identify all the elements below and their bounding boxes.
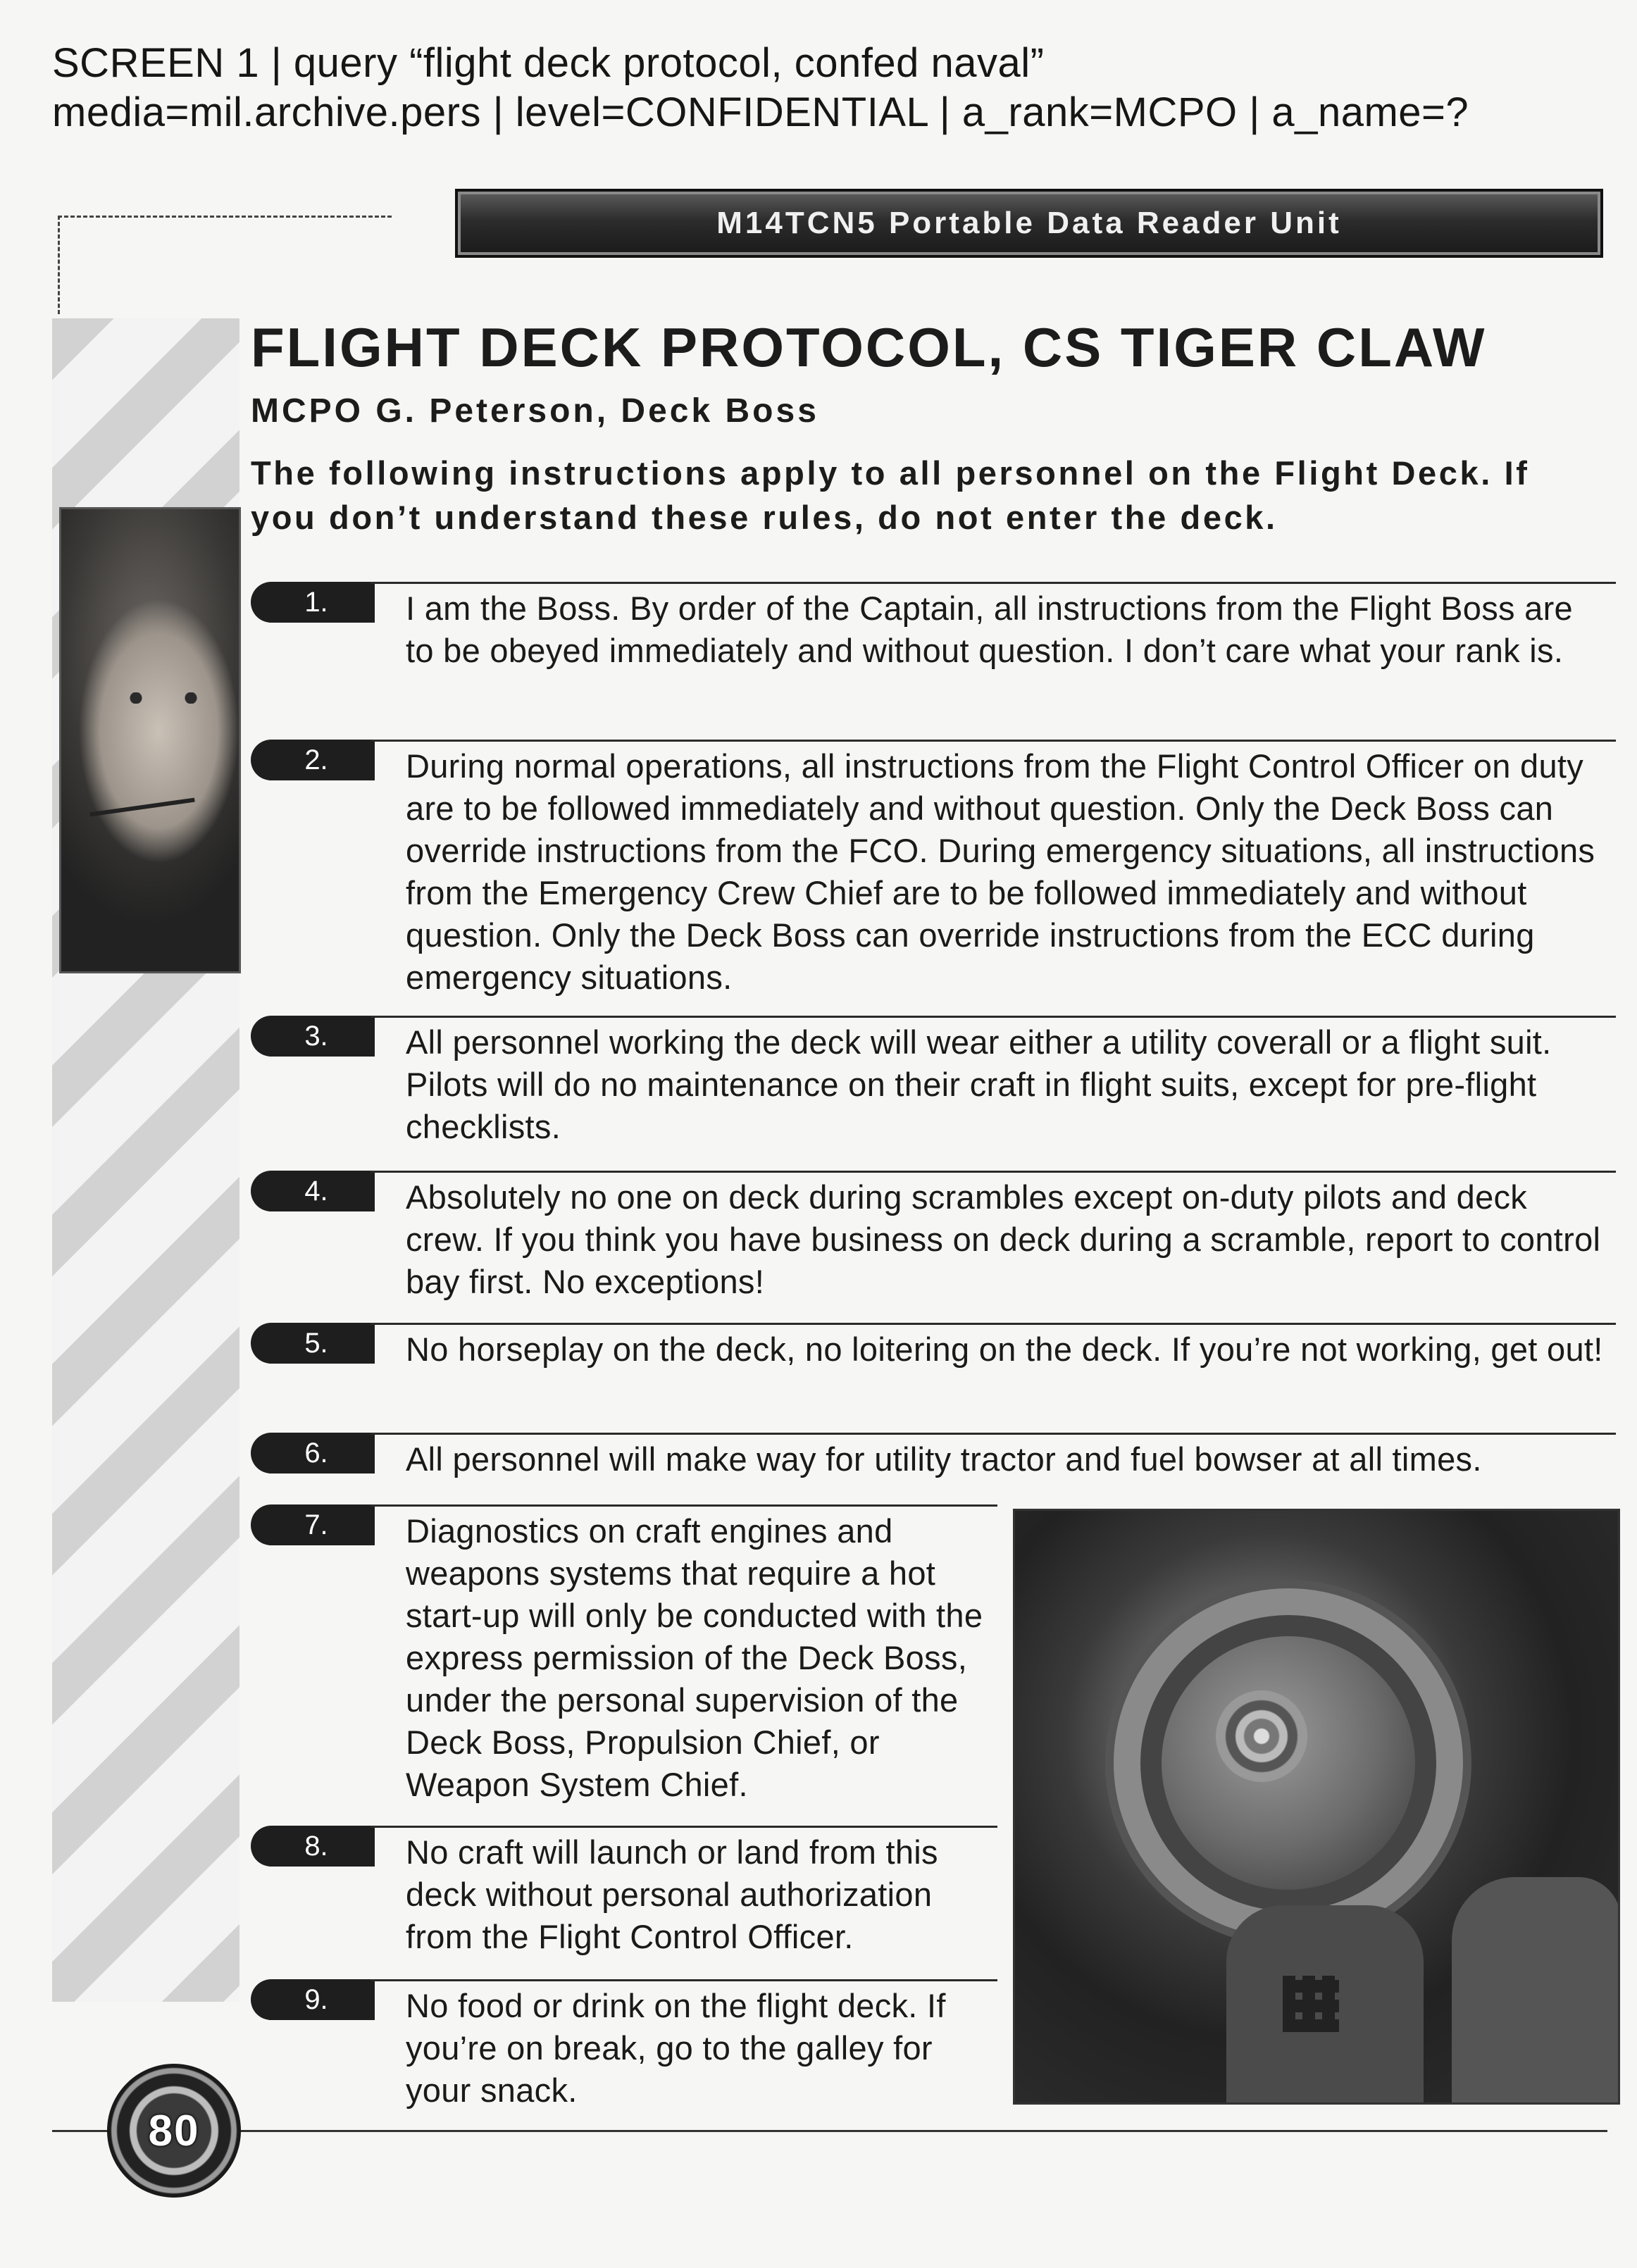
rule-text: During normal operations, all instructions from the Flight Control Officer on duty are to be followed immediately and without question. Only the Deck Boss can override instructions from the FCO. During emergency situations, all instructions from the Emergency Crew Chief are to be followed immediately and without question. Only the Deck Boss can override instructions from the ECC during emergency situations. <box>406 747 1595 996</box>
rule-text: Absolutely no one on deck during scrambles except on-duty pilots and deck crew. If you think you have business on deck during a scramble, report to control bay first. No exceptions! <box>406 1178 1601 1300</box>
rule-divider <box>371 1504 997 1507</box>
rule-text: All personnel will make way for utility tractor and fuel bowser at all times. <box>406 1440 1482 1478</box>
page-number-badge <box>107 2064 241 2198</box>
rule-number-badge: 9. <box>251 1979 375 2020</box>
rule-text: No food or drink on the flight deck. If you’re on break, go to the galley for your snack. <box>406 1987 946 2109</box>
device-title: M14TCN5 Portable Data Reader Unit <box>716 206 1342 240</box>
rule-number-badge: 5. <box>251 1323 375 1364</box>
page-number: 80 <box>148 2106 200 2155</box>
dashed-bracket-top <box>58 216 392 218</box>
rule-text: No horseplay on the deck, no loitering on the deck. If you’re not working, get out! <box>406 1331 1603 1368</box>
rule-text: I am the Boss. By order of the Captain, all instructions from the Flight Boss are to be obeyed immediately and without question. I don’t care what your rank is. <box>406 590 1573 669</box>
footer-rule <box>52 2130 1607 2132</box>
rule-number-badge: 4. <box>251 1171 375 1211</box>
query-line-2: media=mil.archive.pers | level=CONFIDENTIAL | a_rank=MCPO | a_name=? <box>52 89 1469 135</box>
rule-number-badge: 2. <box>251 740 375 780</box>
dashed-bracket-side <box>58 216 60 314</box>
rule-number-badge: 3. <box>251 1016 375 1057</box>
rule-divider <box>371 1323 1616 1325</box>
rule-text: Diagnostics on craft engines and weapons systems that require a hot start-up will only be conducted with the express permission of the Deck Boss, under the personal supervision of the Deck Boss, Propulsion Chief, or Weapon System Chief. <box>406 1512 983 1803</box>
device-title-bar <box>455 189 1603 258</box>
query-line-1: SCREEN 1 | query “flight deck protocol, confed naval” <box>52 40 1045 86</box>
deck-boss-portrait <box>59 507 241 973</box>
rule-number-badge: 8. <box>251 1826 375 1867</box>
author-line: MCPO G. Peterson, Deck Boss <box>251 392 819 430</box>
rule-divider <box>371 582 1616 584</box>
rule-text: No craft will launch or land from this deck without personal authorization from the Flight Control Officer. <box>406 1833 938 1955</box>
rule-number-badge: 6. <box>251 1433 375 1473</box>
page-title: FLIGHT DECK PROTOCOL, CS TIGER CLAW <box>251 316 1487 378</box>
rule-divider <box>371 1016 1616 1018</box>
rule-number-badge: 7. <box>251 1504 375 1545</box>
rule-divider <box>371 1433 1616 1435</box>
rule-divider <box>371 1979 997 1981</box>
rule-number-badge: 1. <box>251 582 375 623</box>
intro-paragraph: The following instructions apply to all personnel on the Flight Deck. If you don’t understand these rules, do not enter the deck. <box>251 454 1530 536</box>
rule-divider <box>371 740 1616 742</box>
engine-maintenance-photo <box>1013 1509 1620 2105</box>
rule-text: All personnel working the deck will wear either a utility coverall or a flight suit. Pilots will do no maintenance on their craft in flight suits, except for pre-flight checklists. <box>406 1023 1552 1145</box>
rule-divider <box>371 1826 997 1828</box>
rule-divider <box>371 1171 1616 1173</box>
